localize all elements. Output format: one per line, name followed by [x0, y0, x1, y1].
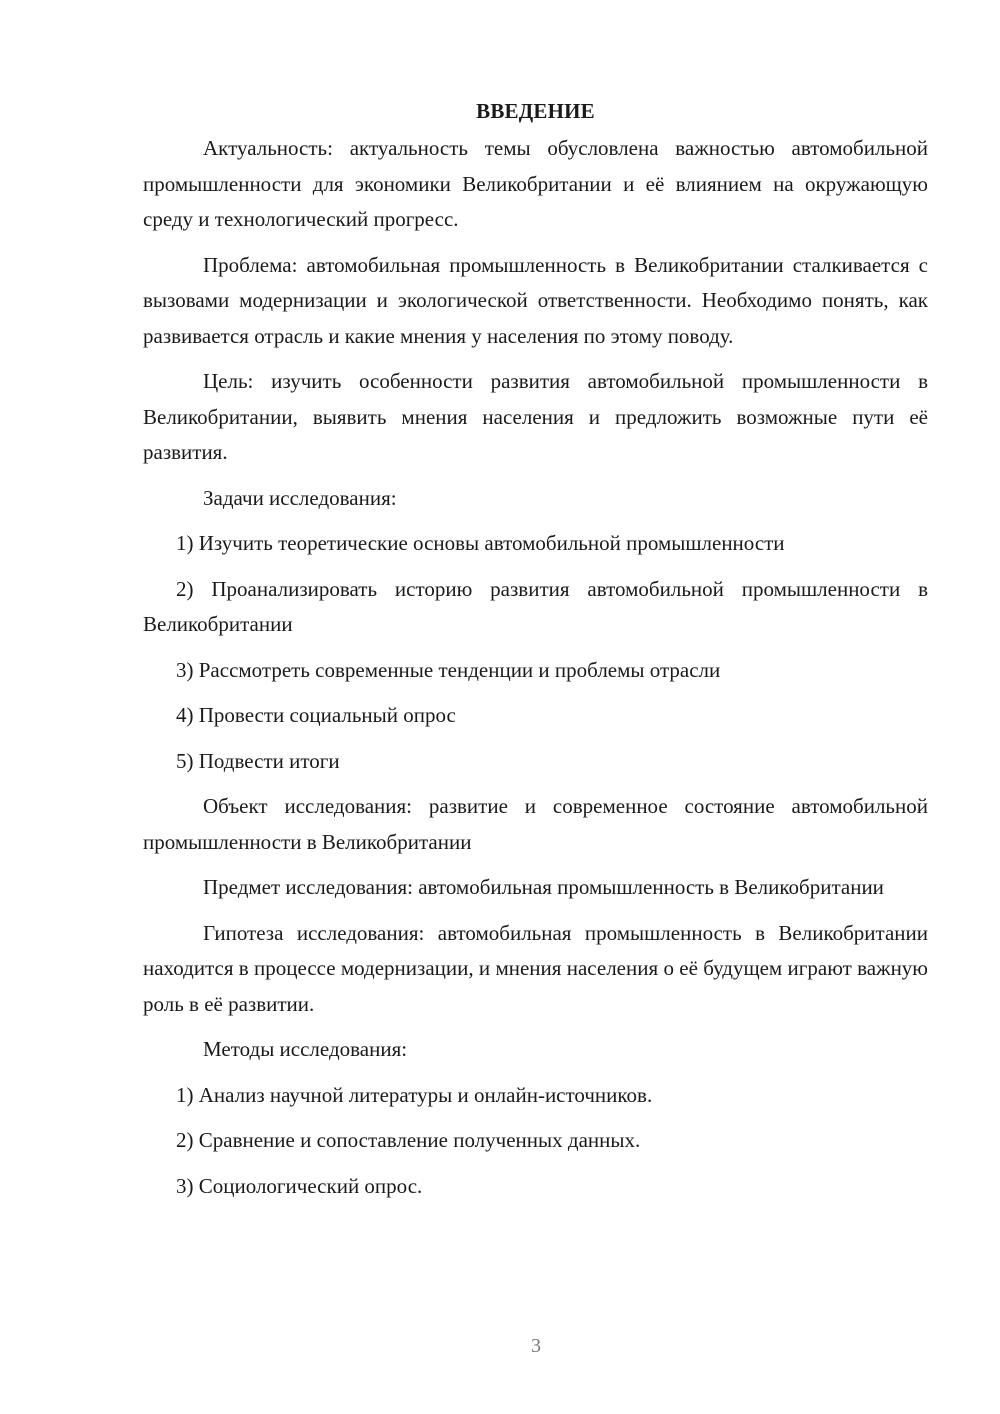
method-item-1: 1) Анализ научной литературы и онлайн-источников.	[176, 1082, 653, 1107]
object-paragraph: Объект исследования: развитие и современное состояние автомобильной промышленности в Великобритании	[143, 794, 928, 854]
method-item-2: 2) Сравнение и сопоставление полученных данных.	[176, 1128, 641, 1152]
tasks-heading: Задачи исследования:	[203, 485, 397, 510]
page-number: 3	[531, 1335, 541, 1357]
task-item-1: 1) Изучить теоретические основы автомобильной промышленности	[176, 531, 785, 555]
task-item-5: 5) Подвести итоги	[176, 748, 340, 773]
task-item-4: 4) Провести социальный опрос	[176, 703, 456, 727]
page-title: ВВЕДЕНИЕ	[476, 99, 595, 123]
task-item-2: 2) Проанализировать историю развития автомобильной промышленности в Великобритании	[143, 576, 928, 636]
hypothesis-paragraph: Гипотеза исследования: автомобильная промышленность в Великобритании находится в процессе модернизации, и мнения населения о её будущем играют важную роль в её развитии.	[143, 920, 928, 1016]
methods-heading: Методы исследования:	[203, 1037, 408, 1061]
page-content	[143, 94, 928, 1204]
method-item-3: 3) Социологический опрос.	[176, 1173, 423, 1198]
goal-paragraph: Цель: изучить особенности развития автомобильной промышленности в Великобритании, выявить мнения населения и предложить возможные пути её развития.	[143, 369, 928, 464]
problem-paragraph: Проблема: автомобильная промышленность в Великобритании сталкивается с вызовами модернизации и экологической ответственности. Необходимо понять, как развивается отрасль и какие мнения у населения по этому поводу.	[143, 252, 928, 348]
subject-paragraph: Предмет исследования: автомобильная промышленность в Великобритании	[203, 875, 884, 899]
relevance-paragraph: Актуальность: актуальность темы обусловлена важностью автомобильной промышленности для экономики Великобритании и её влиянием на окружающую среду и технологический прогресс.	[143, 136, 928, 231]
task-item-3: 3) Рассмотреть современные тенденции и проблемы отрасли	[176, 657, 721, 682]
